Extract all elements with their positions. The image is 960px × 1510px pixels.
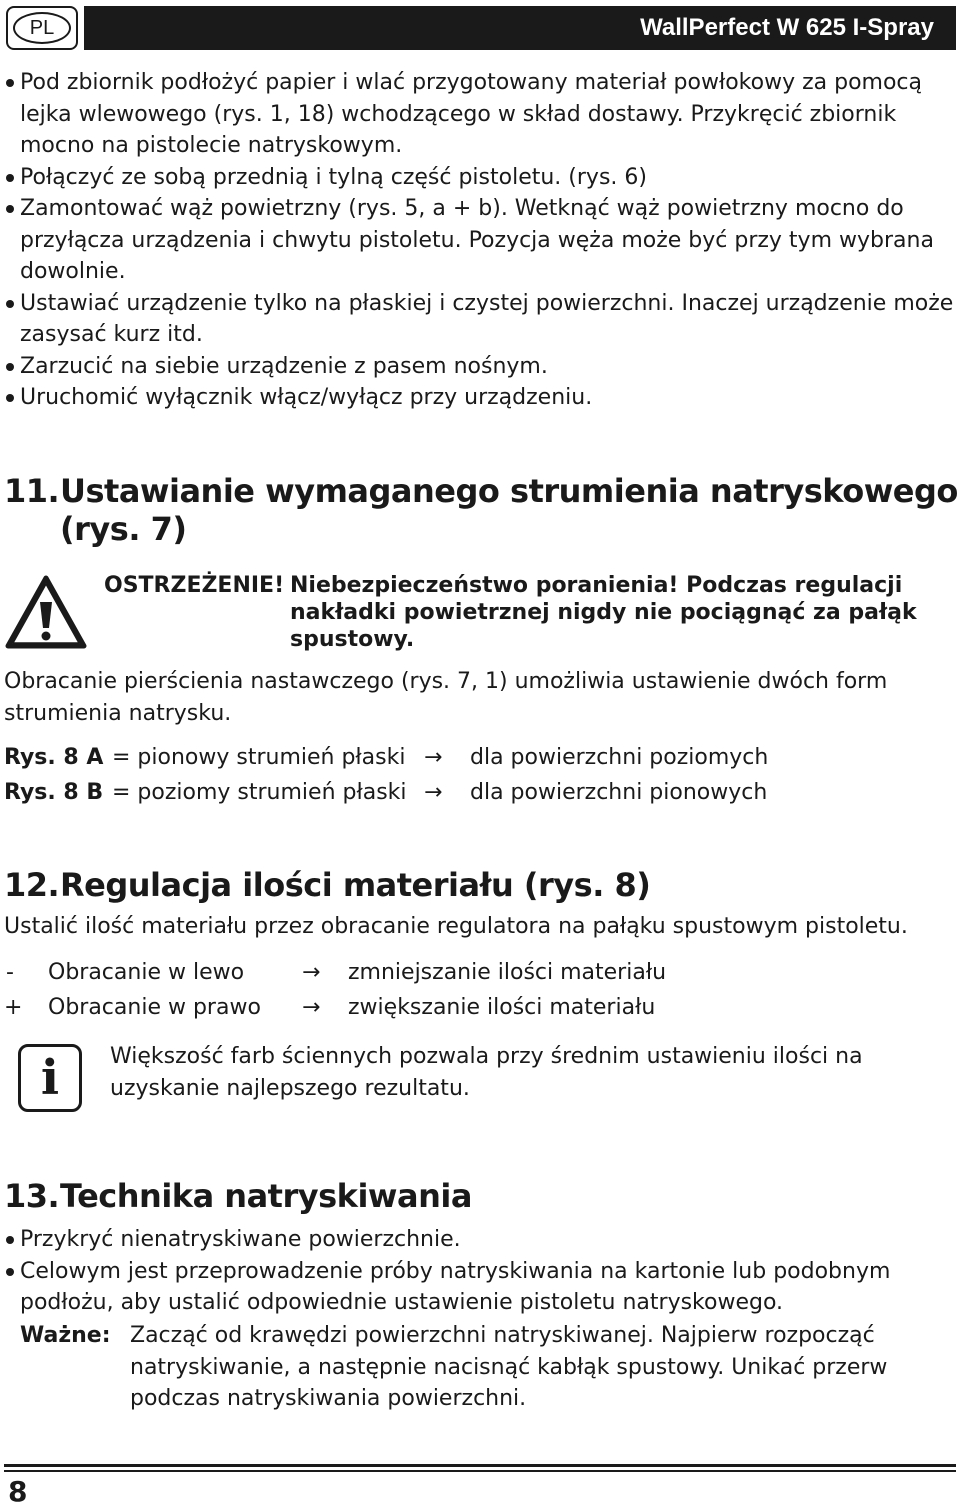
list-item: Połączyć ze sobą przednią i tylną część pistoletu. (rys. 6) [4,162,954,194]
warning-text: Niebezpieczeństwo poranienia! Podczas regulacji nakładki powietrznej nigdy nie pociągnąć za pałąk spustowy. [290,573,917,652]
section-11-heading [4,472,958,548]
list-item: Przykryć nienatryskiwane powierzchnie. [4,1224,954,1256]
section-12-heading [4,866,650,904]
adjustment-result: zmniejszanie ilości materiału [348,960,667,985]
info-icon: i [18,1044,82,1112]
arrow-right-icon: → [424,745,443,770]
page-number: 8 [8,1475,28,1508]
list-item: Pod zbiornik podłożyć papier i wlać przygotowany materiał powłokowy za pomocą lejka wlewowego (rys. 1, 18) wchodzącego w skład dostawy. Przykręcić zbiornik mocno na pistolecie natryskowym. [4,67,954,162]
section-title-line2: (rys. 7) [60,510,187,548]
section-11-body: Obracanie pierścienia nastawczego (rys. 7, 1) umożliwia ustawienie dwóch form strumienia natrysku. [4,669,888,726]
sign: - [6,960,14,985]
section-number: 13. [4,1177,60,1215]
info-text: Większość farb ściennych pozwala przy średnim ustawieniu ilości na uzyskanie najlepszego rezultatu. [110,1044,863,1101]
arrow-right-icon: → [302,995,321,1020]
intro-bullet-list [4,67,954,414]
list-item: Zarzucić na siebie urządzenie z pasem nośnym. [4,351,954,383]
pattern-desc: = poziomy strumień płaski [112,780,407,805]
warning-label: OSTRZEŻENIE! [104,573,285,598]
pattern-desc: = pionowy strumień płaski [112,745,406,770]
section-title-line1: Ustawianie wymaganego strumienia natryskowego [60,472,958,510]
section-number: 12. [4,866,60,904]
section-title: Technika natryskiwania [60,1177,472,1215]
language-badge [6,6,78,50]
adjustment-action: Obracanie w lewo [48,960,245,985]
adjustment-result: zwiększanie ilości materiału [348,995,656,1020]
figure-ref: Rys. 8 A [4,745,104,770]
language-code: PL [13,12,71,44]
list-item: Ustawiać urządzenie tylko na płaskiej i czystej powierzchni. Inaczej urządzenie może zasysać kurz itd. [4,288,954,351]
product-title: WallPerfect W 625 I-Spray [84,6,956,50]
list-item: Celowym jest przeprowadzenie próby natryskiwania na kartonie lub podobnym podłożu, aby ustalić odpowiednie ustawienie pistoletu natryskowego. [4,1256,954,1319]
list-item: Zamontować wąż powietrzny (rys. 5, a + b). Wetknąć wąż powietrzny mocno do przyłącza urządzenia i chwytu pistoletu. Pozycja węża może być przy tym wybrana dowolnie. [4,193,954,288]
section-13-heading [4,1177,472,1215]
section-13-bullet-list [4,1224,954,1319]
warning-triangle-icon [4,574,88,650]
important-label: Ważne: [20,1323,111,1348]
section-12-body: Ustalić ilość materiału przez obracanie regulatora na pałąku spustowym pistoletu. [4,914,908,939]
list-item: Uruchomić wyłącznik włącz/wyłącz przy urządzeniu. [4,382,954,414]
section-title: Regulacja ilości materiału (rys. 8) [60,866,651,904]
page-header [4,4,956,52]
arrow-right-icon: → [302,960,321,985]
section-number: 11. [4,472,60,510]
adjustment-action: Obracanie w prawo [48,995,261,1020]
footer-divider-thin [4,1470,956,1472]
pattern-result: dla powierzchni pionowych [470,780,768,805]
arrow-right-icon: → [424,780,443,805]
important-text: Zacząć od krawędzi powierzchni natryskiwanej. Najpierw rozpocząć natryskiwanie, a następnie nacisnąć kabłąk spustowy. Unikać przerw podczas natryskiwania powierzchni. [130,1323,888,1411]
pattern-result: dla powierzchni poziomych [470,745,769,770]
footer-divider [4,1464,956,1467]
figure-ref: Rys. 8 B [4,780,104,805]
sign: + [4,995,23,1020]
